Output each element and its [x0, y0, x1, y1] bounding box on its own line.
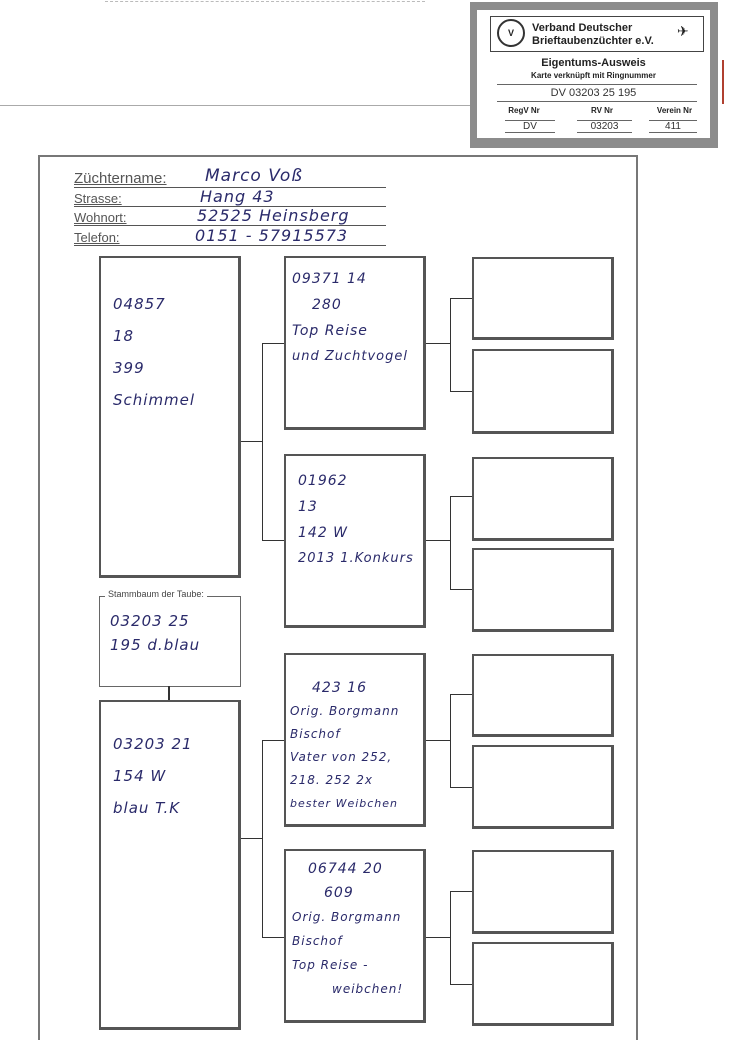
- ff-ring: 09371 14: [292, 271, 367, 287]
- fm-number: 142 W: [298, 525, 349, 541]
- mf-connector: [426, 740, 450, 741]
- great-grandparent-box-2: [472, 349, 614, 434]
- grandfather-paternal-box: [284, 256, 426, 430]
- fm-to-top: [450, 496, 472, 497]
- fm-bracket: [450, 496, 451, 589]
- mm-ring: 06744 20: [308, 861, 383, 877]
- ff-connector: [426, 343, 450, 344]
- mf-ring: 423 16: [312, 680, 367, 696]
- father-color: Schimmel: [113, 391, 196, 409]
- mf-note5: bester Weibchen: [290, 797, 399, 810]
- great-grandparent-box-8: [472, 942, 614, 1026]
- mother-color: blau T.K: [113, 799, 181, 817]
- great-grandparent-box-4: [472, 548, 614, 632]
- grandmother-maternal-box: [284, 849, 426, 1023]
- breeder-name-label: Züchtername:: [74, 170, 167, 187]
- card-subtitle: Karte verknüpft mit Ringnummer: [531, 71, 656, 80]
- great-grandparent-box-3: [472, 457, 614, 541]
- card-value-rv: 03203: [577, 120, 632, 133]
- card-value-regv: DV: [505, 120, 555, 133]
- mother-box: [99, 700, 241, 1030]
- mm-number: 609: [324, 885, 354, 901]
- card-header-rv: RV Nr: [590, 106, 614, 115]
- mm-to-bottom: [450, 984, 472, 985]
- breeder-city-value: 52525 Heinsberg: [197, 206, 350, 225]
- fm-to-bottom: [450, 589, 472, 590]
- pigeon-legend: Stammbaum der Taube:: [105, 589, 207, 599]
- top-dashed-rule: [105, 1, 425, 3]
- great-grandparent-box-1: [472, 257, 614, 340]
- mf-note3: Vater von 252,: [290, 750, 393, 764]
- father-box: [99, 256, 241, 578]
- mother-connector: [241, 838, 262, 839]
- mm-to-top: [450, 891, 472, 892]
- mf-bracket: [450, 694, 451, 787]
- mf-to-bottom: [450, 787, 472, 788]
- ownership-card-body: [477, 10, 710, 138]
- mother-to-mf: [262, 740, 284, 741]
- ff-bracket: [450, 298, 451, 391]
- mother-to-mm: [262, 937, 284, 938]
- mm-note2: Bischof: [292, 934, 343, 948]
- mm-bracket: [450, 891, 451, 984]
- father-number: 399: [113, 359, 145, 377]
- ff-to-top: [450, 298, 472, 299]
- father-ring: 04857: [113, 295, 166, 313]
- mf-note4: 218. 252 2x: [290, 773, 373, 787]
- fm-ring: 01962: [298, 473, 348, 489]
- mm-connector: [426, 937, 450, 938]
- card-header-verein: Verein Nr: [656, 106, 693, 115]
- logo-icon: V: [497, 19, 525, 47]
- card-title: Eigentums-Ausweis: [541, 57, 646, 69]
- card-divider: [497, 84, 697, 85]
- father-to-ff: [262, 343, 284, 344]
- father-connector: [241, 441, 262, 442]
- mf-to-top: [450, 694, 472, 695]
- top-rule: [0, 105, 470, 106]
- father-to-fm: [262, 540, 284, 541]
- ff-number: 280: [312, 297, 342, 313]
- pigeon-details: 195 d.blau: [110, 636, 201, 654]
- card-org-line1: Verband Deutscher: [532, 22, 633, 34]
- card-org-line2: Brieftaubenzüchter e.V.: [532, 35, 654, 47]
- breeder-phone-value: 0151 - 57915573: [195, 226, 349, 245]
- card-divider-2: [497, 101, 697, 102]
- mf-note2: Bischof: [290, 727, 341, 741]
- mm-note1: Orig. Borgmann: [292, 910, 402, 924]
- mother-bracket: [262, 740, 263, 937]
- breeder-street-value: Hang 43: [200, 187, 275, 206]
- phone-underline: [74, 245, 386, 246]
- card-ring-number: DV 03203 25 195: [550, 87, 637, 99]
- mm-note3: Top Reise -: [292, 958, 369, 972]
- breeder-name-value: Marco Voß: [205, 166, 303, 186]
- mother-number: 154 W: [113, 767, 167, 785]
- great-grandparent-box-5: [472, 654, 614, 737]
- ff-to-bottom: [450, 391, 472, 392]
- grandfather-maternal-box: [284, 653, 426, 827]
- ff-note1: Top Reise: [292, 323, 368, 339]
- breeder-city-label: Wohnort:: [74, 210, 127, 225]
- pigeon-box: [99, 589, 241, 687]
- pigeon-ring: 03203 25: [110, 612, 190, 630]
- breeder-phone-label: Telefon:: [74, 230, 120, 245]
- father-bracket: [262, 343, 263, 540]
- breeder-street-label: Strasse:: [74, 191, 122, 206]
- mf-note1: Orig. Borgmann: [290, 704, 400, 718]
- pigeon-connector: [168, 686, 170, 700]
- card-clip: [722, 60, 724, 104]
- mother-ring: 03203 21: [113, 735, 193, 753]
- mm-note4: weibchen!: [332, 982, 404, 996]
- fm-year: 13: [298, 499, 318, 515]
- father-year: 18: [113, 327, 135, 345]
- card-header-regv: RegV Nr: [508, 106, 540, 115]
- great-grandparent-box-6: [472, 745, 614, 829]
- great-grandparent-box-7: [472, 850, 614, 934]
- ff-note2: und Zuchtvogel: [292, 349, 409, 364]
- grandmother-paternal-box: [284, 454, 426, 628]
- fm-connector: [426, 540, 450, 541]
- pigeon-icon: ✈: [677, 23, 689, 39]
- fm-note: 2013 1.Konkurs: [298, 551, 414, 566]
- card-value-verein: 411: [649, 120, 697, 133]
